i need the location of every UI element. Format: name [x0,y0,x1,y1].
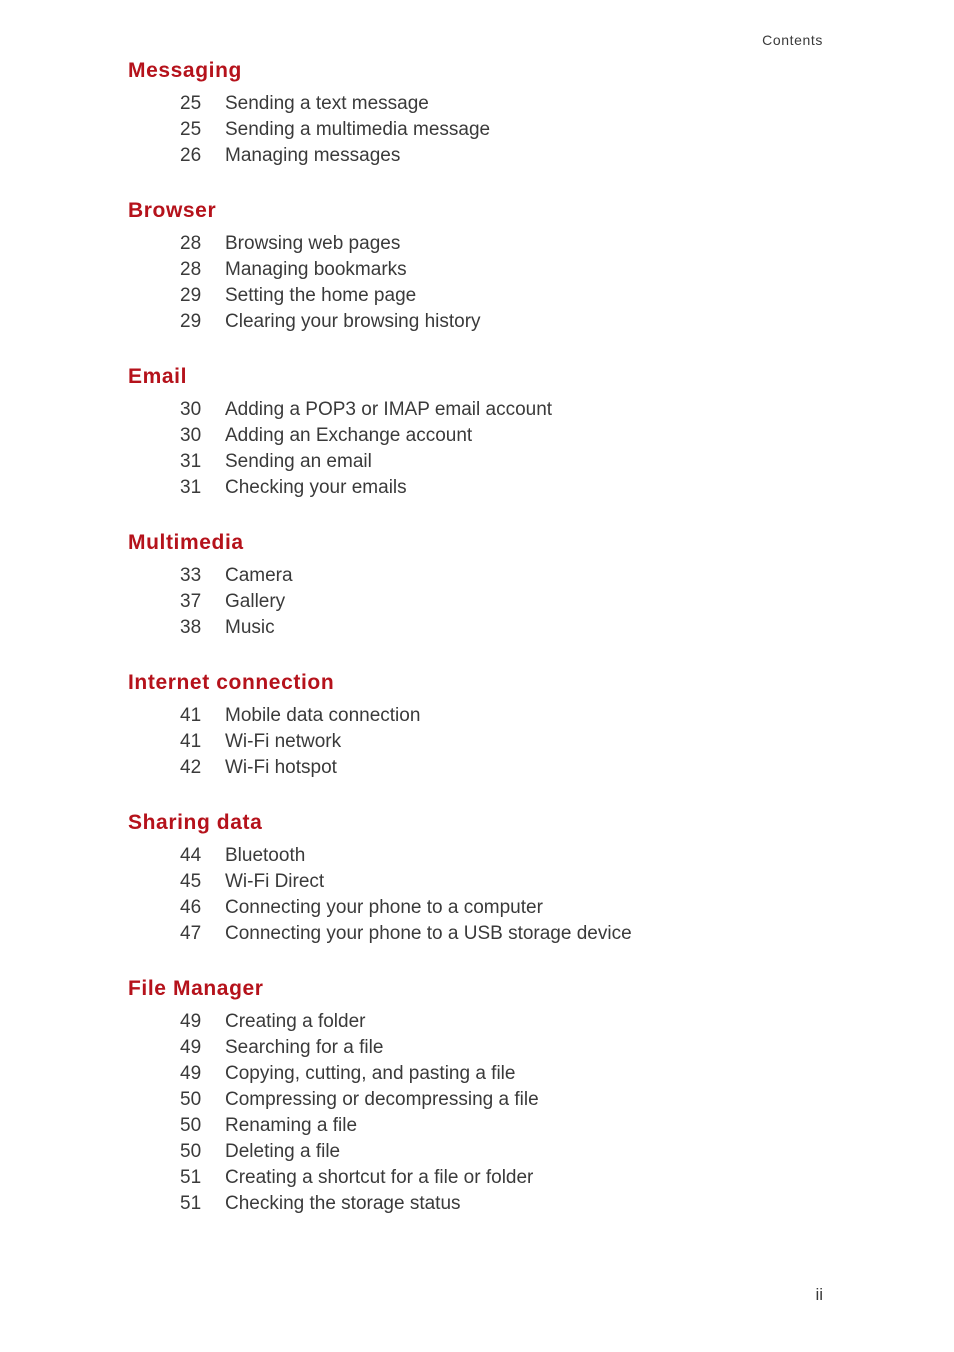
entry-page-number: 47 [180,923,202,944]
toc-entry[interactable] [128,283,828,309]
entry-title: Gallery [225,591,286,612]
entry-title: Mobile data connection [225,705,421,726]
entry-title: Copying, cutting, and pasting a file [225,1063,516,1084]
toc-entry[interactable] [128,475,828,501]
entry-title: Compressing or decompressing a file [225,1089,539,1110]
toc-entry[interactable] [128,1113,828,1139]
entry-page-number: 44 [180,845,202,866]
entry-page-number: 41 [180,731,202,752]
entry-page-number: 28 [180,259,202,280]
entry-title: Camera [225,565,293,586]
toc-section-file-manager [128,973,828,1217]
entry-title: Creating a shortcut for a file or folder [225,1167,534,1188]
section-title: Sharing data [128,811,263,834]
section-title: Messaging [128,59,242,82]
toc-entry[interactable] [128,397,828,423]
entry-page-number: 49 [180,1063,202,1084]
entry-page-number: 25 [180,93,202,114]
entry-page-number: 41 [180,705,202,726]
toc-entry[interactable] [128,257,828,283]
section-spacer [128,641,828,667]
toc-entry[interactable] [128,1191,828,1217]
toc-section-multimedia [128,527,828,641]
entry-title: Managing bookmarks [225,259,407,280]
toc-entry[interactable] [128,1165,828,1191]
entry-title: Wi-Fi hotspot [225,757,337,778]
entry-title: Connecting your phone to a USB storage device [225,923,632,944]
toc-entry[interactable] [128,231,828,257]
entry-page-number: 49 [180,1011,202,1032]
toc-entry[interactable] [128,589,828,615]
entry-title: Connecting your phone to a computer [225,897,543,918]
entry-page-number: 29 [180,311,202,332]
toc-section-browser [128,195,828,335]
entry-page-number: 31 [180,477,202,498]
toc-entry[interactable] [128,309,828,335]
toc-entry[interactable] [128,117,828,143]
toc-entry[interactable] [128,729,828,755]
entry-page-number: 30 [180,425,202,446]
toc-entry[interactable] [128,843,828,869]
entry-title: Creating a folder [225,1011,366,1032]
toc-entry[interactable] [128,449,828,475]
entry-page-number: 51 [180,1167,202,1188]
entry-page-number: 50 [180,1141,202,1162]
entry-title: Music [225,617,275,638]
entry-page-number: 50 [180,1115,202,1136]
section-spacer [128,781,828,807]
entry-page-number: 26 [180,145,202,166]
section-title: Multimedia [128,531,244,554]
section-spacer [128,501,828,527]
entry-page-number: 49 [180,1037,202,1058]
entry-title: Sending a text message [225,93,429,114]
toc-entry[interactable] [128,1087,828,1113]
toc-entry[interactable] [128,423,828,449]
entry-page-number: 37 [180,591,202,612]
entry-title: Deleting a file [225,1141,341,1162]
toc-entry[interactable] [128,869,828,895]
toc-section-email [128,361,828,501]
entry-title: Wi-Fi Direct [225,871,325,892]
toc-entry[interactable] [128,1009,828,1035]
section-title: Browser [128,199,217,222]
section-spacer [128,947,828,973]
entry-page-number: 51 [180,1193,202,1214]
entry-page-number: 30 [180,399,202,420]
entry-title: Clearing your browsing history [225,311,481,332]
toc-entry[interactable] [128,1035,828,1061]
entry-page-number: 45 [180,871,202,892]
section-title: Internet connection [128,671,335,694]
entry-title: Adding an Exchange account [225,425,473,446]
entry-title: Sending a multimedia message [225,119,491,140]
toc-entry[interactable] [128,91,828,117]
toc-entry[interactable] [128,703,828,729]
entry-title: Renaming a file [225,1115,358,1136]
entry-title: Setting the home page [225,285,417,306]
entry-title: Managing messages [225,145,401,166]
toc-entry[interactable] [128,563,828,589]
entry-title: Checking the storage status [225,1193,461,1214]
running-header: Contents [762,32,823,48]
entry-title: Checking your emails [225,477,407,498]
section-title: Email [128,365,188,388]
toc-entry[interactable] [128,1061,828,1087]
toc-entry[interactable] [128,1139,828,1165]
entry-title: Bluetooth [225,845,306,866]
entry-page-number: 50 [180,1089,202,1110]
toc-entry[interactable] [128,755,828,781]
entry-page-number: 46 [180,897,202,918]
toc-entry[interactable] [128,143,828,169]
entry-page-number: 29 [180,285,202,306]
entry-page-number: 28 [180,233,202,254]
entry-page-number: 38 [180,617,202,638]
entry-page-number: 42 [180,757,202,778]
table-of-contents [128,55,828,1217]
entry-page-number: 31 [180,451,202,472]
toc-section-messaging [128,55,828,169]
entry-title: Adding a POP3 or IMAP email account [225,399,553,420]
entry-title: Searching for a file [225,1037,384,1058]
section-spacer [128,169,828,195]
section-title: File Manager [128,977,264,1000]
entry-title: Sending an email [225,451,372,472]
entry-page-number: 33 [180,565,202,586]
section-spacer [128,335,828,361]
toc-section-sharing-data [128,807,828,947]
toc-entry[interactable] [128,921,828,947]
entry-title: Wi-Fi network [225,731,342,752]
toc-entry[interactable] [128,615,828,641]
toc-section-internet-connection [128,667,828,781]
entry-page-number: 25 [180,119,202,140]
entry-title: Browsing web pages [225,233,401,254]
page-number: ii [815,1285,823,1304]
toc-entry[interactable] [128,895,828,921]
